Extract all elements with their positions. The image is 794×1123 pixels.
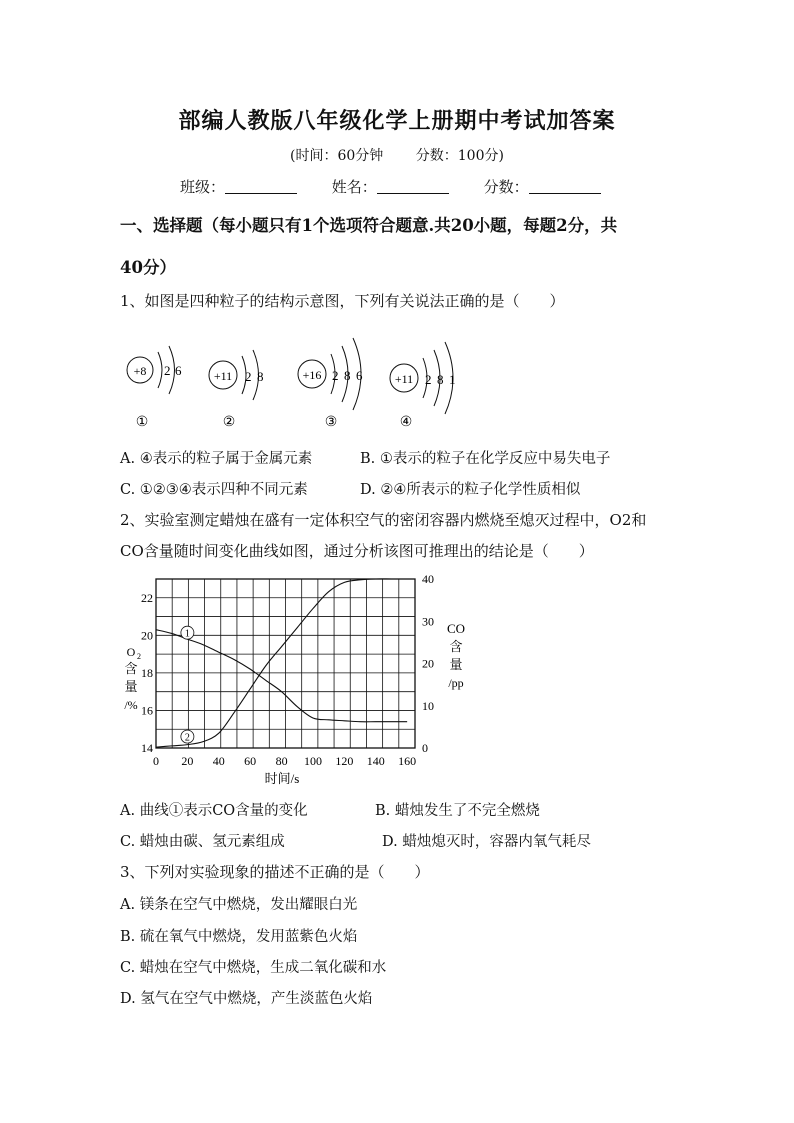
chart-series [156,579,407,747]
student-info-fields [180,176,631,197]
series-label: 1 [184,628,190,640]
x-tick-label: 80 [275,754,288,768]
shell-count: 8 [344,368,351,383]
score-blank[interactable] [529,179,601,194]
particle-4 [390,342,456,430]
x-tick-label: 60 [244,754,257,768]
x-tick-label: 40 [212,754,225,768]
q2-option-a[interactable]: A. 曲线①表示CO含量的变化 [120,803,308,819]
left-axis-label-sub: 2 [137,652,141,661]
shell-count: 6 [175,363,182,378]
right-y-tick-label: 0 [422,741,428,755]
shell-count: 6 [356,368,363,383]
name-field [332,176,449,197]
particle-3 [298,338,363,430]
q2-stem-line2: CO含量随时间变化曲线如图，通过分析该图可推理出的结论是（ ） [120,542,594,560]
nucleus-charge: +16 [302,368,322,382]
left-axis-label-line: 含 [124,661,138,676]
shell-count: 1 [449,372,456,387]
left-y-tick-label: 22 [141,590,153,605]
section-heading-line2: 40分） [120,258,176,277]
left-axis-label [124,645,141,712]
particle-label: ② [222,415,236,430]
q3-option-b[interactable]: B. 硫在氧气中燃烧，发用蓝紫色火焰 [120,929,358,945]
q2-option-c[interactable]: C. 蜡烛由碳、氢元素组成 [120,834,285,850]
shell-count: 8 [437,372,444,387]
q1-option-c[interactable]: C. ①②③④表示四种不同元素 [120,482,308,498]
right-y-tick-label: 40 [422,572,434,586]
shell-count: 2 [332,368,339,383]
x-tick-label: 0 [153,754,159,768]
x-axis-label: 时间/s [264,771,300,786]
class-field [180,176,297,197]
q3-option-d[interactable]: D. 氢气在空气中燃烧，产生淡蓝色火焰 [120,991,373,1007]
right-axis-label-line: 含 [449,639,463,654]
particle-1 [127,346,182,430]
x-tick-label: 120 [335,754,354,768]
series-label: 2 [184,732,190,744]
right-axis-label-line: CO [446,621,466,636]
particle-2 [209,350,264,430]
left-axis-label-line: /% [124,698,138,712]
shell-count: 8 [257,369,264,384]
exam-time: (时间：60分钟 [290,148,384,164]
chart-grid [156,579,415,748]
section-heading-line1: 一、选择题（每小题只有1个选项符合题意.共20小题，每题2分，共 [120,216,618,235]
left-y-tick-label: 14 [141,741,153,755]
q1-option-b[interactable]: B. ①表示的粒子在化学反应中易失电子 [360,451,611,467]
q2-option-b[interactable]: B. 蜡烛发生了不完全燃烧 [375,803,540,819]
left-axis-label-o: O [126,645,136,659]
class-blank[interactable] [225,179,297,194]
electron-shell [158,352,162,388]
q2-option-d[interactable]: D. 蜡烛熄灭时，容器内氧气耗尽 [382,834,591,850]
class-label: 班级： [180,178,226,196]
x-tick-label: 100 [303,754,322,768]
nucleus-charge: +11 [213,369,233,383]
nucleus-charge: +8 [133,364,147,378]
x-tick-label: 140 [366,754,385,768]
paper-title: 部编人教版八年级化学上册期中考试加答案 [178,108,616,134]
particle-label: ③ [324,415,338,430]
left-y-tick-label: 18 [141,665,153,680]
q1-stem: 1、如图是四种粒子的结构示意图，下列有关说法正确的是（ ） [120,292,565,310]
name-label: 姓名： [331,178,377,196]
particle-label: ① [135,415,149,430]
q1-option-a[interactable]: A. ④表示的粒子属于金属元素 [120,451,313,467]
shell-count: 2 [245,369,252,384]
series-1-o2-line [156,630,407,722]
left-y-tick-label: 20 [141,628,153,643]
shell-count: 2 [164,363,171,378]
right-y-tick-label: 30 [422,614,434,629]
q2-stem-line1: 2、实验室测定蜡烛在盛有一定体积空气的密闭容器内燃烧至熄灭过程中，O2和 [120,511,647,529]
nucleus-charge: +11 [394,372,414,386]
q3-option-c[interactable]: C. 蜡烛在空气中燃烧，生成二氧化碳和水 [120,960,387,976]
x-tick-label: 20 [181,754,194,768]
q2-chart [118,572,478,790]
exam-score: 分数：100分) [415,148,504,164]
left-y-tick-label: 16 [141,703,153,718]
q1-option-d[interactable]: D. ②④所表示的粒子化学性质相似 [360,482,581,498]
right-y-tick-label: 10 [422,698,434,713]
shell-count: 2 [425,372,432,387]
x-tick-label: 160 [398,754,417,768]
particle-label: ④ [399,415,413,430]
right-y-tick-label: 20 [422,656,434,671]
score-field [484,176,601,197]
right-axis-label [447,621,465,690]
name-blank[interactable] [377,179,449,194]
exam-info [0,145,794,165]
q3-stem: 3、下列对实验现象的描述不正确的是（ ） [120,863,430,881]
q1-particle-diagrams [118,326,478,436]
right-axis-label-line: /pp [448,676,464,690]
score-label: 分数： [483,178,529,196]
left-axis-label-line: 量 [124,679,138,694]
right-axis-label-line: 量 [449,657,463,672]
q3-option-a[interactable]: A. 镁条在空气中燃烧，发出耀眼白光 [120,897,358,913]
